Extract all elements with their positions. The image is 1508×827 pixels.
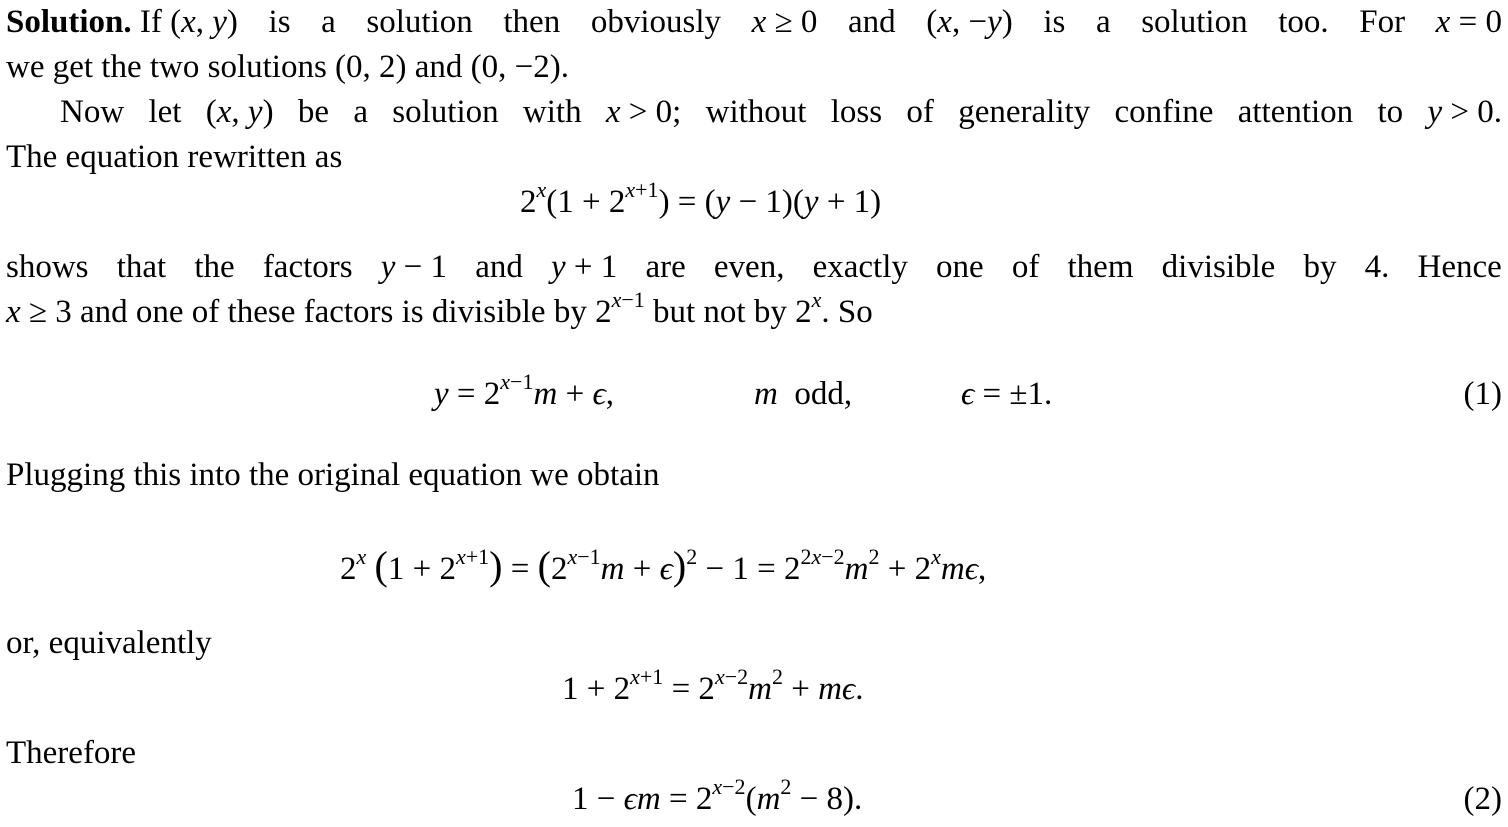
equation-1-condition-m: m odd, xyxy=(754,376,853,412)
equation-1: $y = 2^{x-1}m + \epsilon$, xyxy=(434,369,614,412)
paragraph-1-line-2: we get the two solutions (0, 2) and (0, −2). xyxy=(6,49,570,85)
equation-1-condition-epsilon: ϵ = ±1. xyxy=(961,376,1053,412)
paragraph-4: Plugging this into the original equation we obtain xyxy=(6,457,660,493)
equation-2-number: (2) xyxy=(1463,781,1502,817)
paragraph-3-line-1: shows that the factors y − 1 and y + 1 are even, exactly one of them divisible by 4. Hence xyxy=(6,249,1502,285)
equation-2: $1 - \epsilon m = 2^{x-2}(m^2 - 8)$. xyxy=(572,774,863,817)
solution-page xyxy=(6,0,1502,827)
equation-equivalent: $1 + 2^{x+1} = 2^{x-2}m^2 + m\epsilon$. xyxy=(562,664,864,707)
paragraph-2-line-1: Now let (x, y) be a solution with x > 0; without loss of generality confine attention to y > 0. xyxy=(60,94,1502,130)
paragraph-5: or, equivalently xyxy=(6,625,212,661)
paragraph-6: Therefore xyxy=(6,735,137,771)
equation-expanded: 2$^x$ $(1 + 2^{x+1}) = (2^{x-1}m + \epsilon)^2 - 1 = 2^{2x-2}m^2 + 2^xm\epsilon$, xyxy=(340,543,987,588)
equation-factorization: $2^x(1 + 2^{x+1}) = (y - 1)(y + 1)$ xyxy=(520,177,882,220)
paragraph-3-line-2: x ≥ 3 and one of these factors is divisible by $2^{x-1}$ but not by 2$^x$. So xyxy=(6,287,873,330)
paragraph-1-line-1: Solution. If (x, y) is a solution then obviously x ≥ 0 and (x, −y) is a solution too. For x = 0 xyxy=(6,4,1502,40)
paragraph-2-line-2: The equation rewritten as xyxy=(6,139,343,175)
solution-heading: Solution. xyxy=(6,4,132,40)
equation-1-number: (1) xyxy=(1463,376,1502,412)
